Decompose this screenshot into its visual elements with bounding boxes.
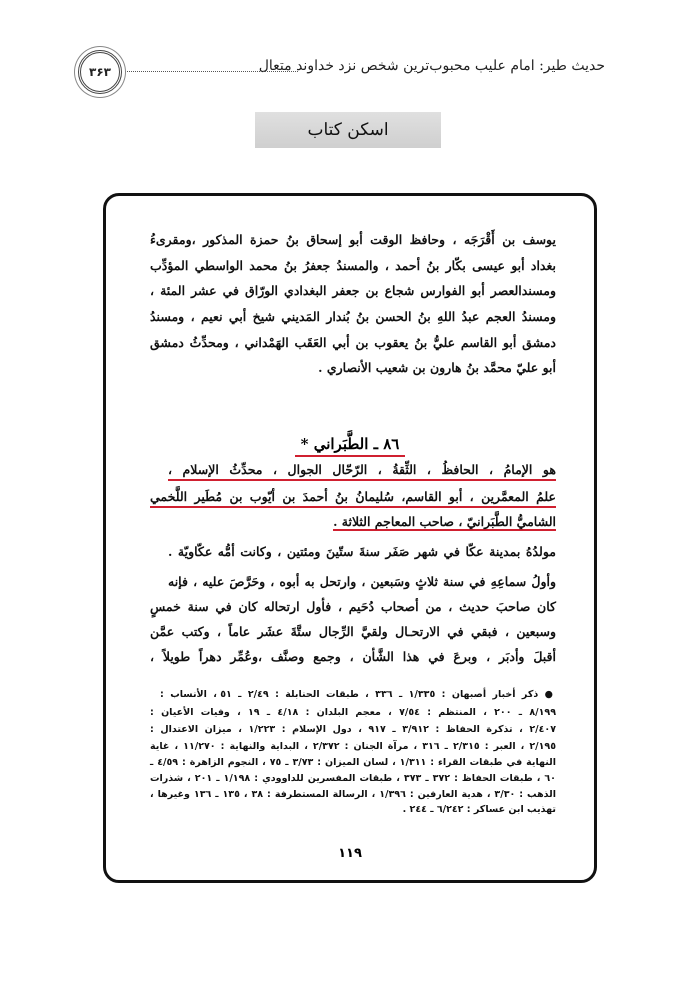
underlined-line: هو الإمامُ ، الحافظُ ، الثِّقةُ ، الرّحّال الجوال ، محدِّثُ الإسلام ، — [168, 461, 556, 481]
footnote-line: النهاية في طبقات القراء : ١/٣١١ ، لسان الميزان : ٣/٧٣ ـ ٧٥ ، النجوم الزاهرة : ٤/٥٩ ـ — [150, 757, 556, 768]
text-line: بغداد أبو عيسى بكّار بنُ أحمد ، والمسندُ جعفرُ بنُ محمد الواسطي المؤدِّب — [150, 258, 556, 273]
underlined-line — [150, 513, 556, 531]
text-line: وأولُ سماعِهِ في سنة ثلاثٍ وسَبعين ، وارتحل به أبوه ، وحَرَّصَ عليه ، فإنه — [168, 574, 556, 589]
footnote-line: ٢/٤٠٧ ، تذكرة الحفاظ : ٣/٩١٢ ـ ٩١٧ ، دول الإسلام : ١/٢٢٣ ، ميزان الاعتدال : — [150, 724, 556, 735]
text-line: مولدُهُ بمدينة عكّا في شهر صَفَر سنةَ ستّينَ ومئتين ، وكانت أمُّه عكّاويّة . — [168, 544, 556, 559]
underlined-line: علمُ المعمَّرين ، أبو القاسم، سُليمانُ بنُ أحمدَ بن أيّوب بن مُطَير اللَّخمي — [150, 488, 556, 508]
text-line: دمشق أبو القاسم عليُّ بنُ يعقوب بن أبي العَقَب الهَمْداني ، ومحدِّثُ دمشق — [150, 335, 556, 350]
footnote-line: الذهب : ٣/٣٠ ، هدية العارفين : ١/٣٩٦ ، الرسالة المستطرفة : ٣٨ ، ١٣٥ ـ ١٣٦ وغيرها ، — [150, 789, 556, 800]
entry-heading-wrap — [0, 434, 700, 457]
entry-heading: ٨٦ ـ الطَّبَراني * — [295, 435, 406, 457]
scan-page-number: ١١٩ — [338, 846, 362, 861]
footnote-line: ٨/١٩٩ ـ ٢٠٠ ، المنتظم : ٧/٥٤ ، معجم البلدان : ٤/١٨ ـ ١٩ ، وفيات الأعيان : — [150, 707, 556, 718]
text-line: أقبلَ وأدبَر ، وبرعَ في هذا الشَّأن ، وجمع وصنَّف ،وعُمِّر دهراً طويلاً ، — [150, 649, 556, 664]
footnote-line: ٢/١٩٥ ، العبر : ٢/٣١٥ ـ ٣١٦ ، مرآة الجنان : ٢/٣٧٢ ، البداية والنهاية : ١١/٢٧٠ ، غاية — [150, 741, 556, 752]
footnote-line: ● ذكر أخبار أصبهان : ١/٣٣٥ ـ ٣٣٦ ، طبقات الحنابلة : ٢/٤٩ ـ ٥١ ، الأنساب : — [160, 689, 556, 700]
text-line: أبو عليّ محمَّد بنُ هارون بن شعيب الأنصاري . — [318, 360, 556, 375]
text-line: ومسندالعصر أبو الفوارس شجاع بن جعفر البغدادي الورّاق في عشر المئة ، — [150, 283, 556, 298]
page-number-ornament: ۳۶۳ — [78, 50, 122, 94]
text-line: ومسندُ العجم عبدُ اللهِ بنُ الحسن بنُ بُندار المَديني شيخ أبي نعيم ، ومسندُ — [150, 309, 556, 324]
footnote-line: ٦٠ ، طبقات الحفاظ : ٣٧٢ ـ ٣٧٣ ، طبقات المفسرين للداوودي : ١/١٩٨ ـ ٢٠١ ، شذرات — [150, 773, 556, 784]
underlined-text: الشاميُّ الطَّبَرانيّ ، صاحب المعاجم الثلاثة . — [333, 514, 556, 529]
footnote-line: تهذيب ابن عساكر : ٦/٢٤٢ ـ ٢٤٤ . — [402, 804, 556, 815]
header-divider — [120, 71, 298, 72]
text-line: وسبعين ، فبقي في الارتحـال ولقيَّ الرِّجال ستَّةَ عشَر عاماً ، وكتب عمَّن — [150, 624, 556, 639]
text-line: كان صاحبَ حديث ، من أصحاب دُحَيم ، فأول ارتحاله كان في سنة خمسٍ — [150, 599, 556, 614]
running-header-title: حدیث طیر: امام علیب محبوب‌ترین شخص نزد خداوند متعال — [258, 58, 605, 74]
section-label: اسکن کتاب — [255, 112, 441, 148]
text-line: يوسف بن أَقْرَجَه ، وحافظ الوقت أبو إسحاق بنُ حمزة المذكور ،ومقرىءُ — [150, 232, 556, 247]
